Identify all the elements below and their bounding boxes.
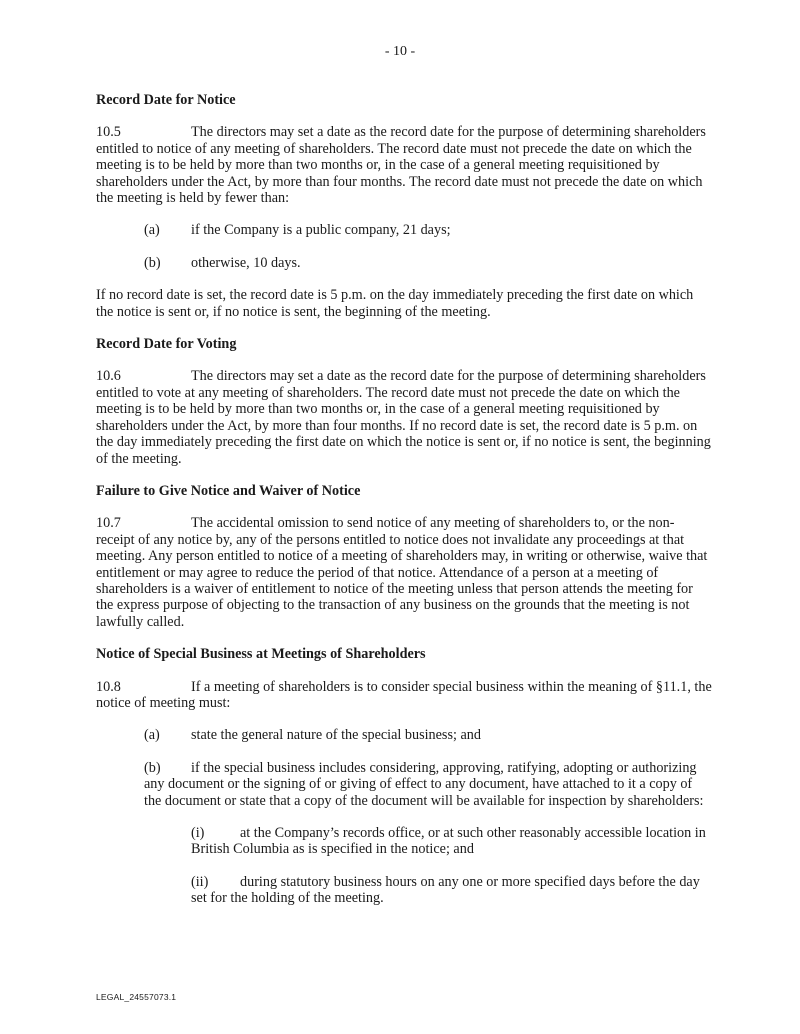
clause-10-7 [96, 515, 712, 630]
sub-item-i [191, 825, 712, 858]
page-number: - 10 - [384, 44, 416, 59]
item-text: if the Company is a public company, 21 days; [191, 222, 451, 239]
clause-number: 10.7 [96, 515, 121, 532]
list-item-a [96, 222, 712, 238]
item-text: otherwise, 10 days. [191, 254, 301, 271]
list-item-b [96, 255, 712, 271]
heading-failure-to-give-notice: Failure to Give Notice and Waiver of Notice [96, 482, 361, 499]
document-footer-id: LEGAL_24557073.1 [96, 992, 177, 1002]
sub-item-label: (ii) [191, 873, 209, 890]
heading-record-date-voting: Record Date for Voting [96, 336, 237, 353]
clause-number: 10.5 [96, 124, 121, 141]
sub-item-text: during statutory business hours on any one or more specified days before the day set for the holding of the meeting. [191, 873, 700, 907]
clause-text: The accidental omission to send notice of any meeting of shareholders to, or the non-receipt of any notice by, any of the persons entitled to notice does not invalidate any proceedings at that meeting. Any person entitled to notice of a meeting of shareholders may, in writing or otherwise, waive that entitlement or may agree to reduce the period of that notice. Attendance of a person at a meeting of shareholders is a waiver of entitlement to notice of the meeting unless that person attends the meeting for the express purpose of objecting to the transaction of any business on the grounds that the meeting is not lawfully called. [96, 515, 708, 630]
clause-10-5 [96, 124, 712, 206]
clause-10-8 [96, 679, 712, 712]
clause-number: 10.6 [96, 368, 121, 385]
sub-item-text: at the Company’s records office, or at such other reasonably accessible location in British Columbia as is specified in the notice; and [191, 825, 706, 858]
clause-10-5-continuation: If no record date is set, the record date is 5 p.m. on the day immediately preceding the first date on which the notice is sent or, if no notice is sent, the beginning of the meeting. [96, 287, 694, 320]
list-item-b [144, 760, 712, 809]
heading-notice-special-business: Notice of Special Business at Meetings of Shareholders [96, 646, 426, 663]
item-label: (a) [144, 727, 160, 744]
clause-10-6 [96, 368, 712, 466]
sub-item-ii [191, 874, 712, 907]
item-label: (a) [144, 222, 160, 239]
item-label: (b) [144, 254, 161, 271]
item-text: if the special business includes considering, approving, ratifying, adopting or authorizing any document or the signing of or giving of effect to any document, have attached to it a copy of the document or state that a copy of the document will be available for inspection by shareholders: [144, 759, 704, 809]
heading-record-date-notice: Record Date for Notice [96, 92, 236, 108]
list-item-a [96, 727, 712, 743]
clause-text: The directors may set a date as the record date for the purpose of determining shareholders entitled to notice of any meeting of shareholders. The record date must not precede the date on which the meeting is to be held by more than two months or, in the case of a general meeting requisitioned by shareholders under the Act, by more than four months. The record date must not precede the date on which the meeting is held by fewer than: [96, 124, 706, 207]
clause-text: If a meeting of shareholders is to consider special business within the meaning of §11.1, the notice of meeting must: [96, 678, 712, 711]
item-label: (b) [144, 759, 161, 776]
item-text: state the general nature of the special business; and [191, 727, 481, 744]
page-content [96, 92, 712, 923]
clause-number: 10.8 [96, 678, 121, 695]
sub-item-label: (i) [191, 825, 205, 841]
clause-text: The directors may set a date as the record date for the purpose of determining shareholders entitled to vote at any meeting of shareholders. The record date must not precede the date on which the meeting is to be held by more than two months or, in the case of a general meeting requisitioned by shareholders under the Act, by more than four months. If no record date is set, the record date is 5 p.m. on the day immediately preceding the first date on which the notice is sent or, if no notice is sent, the beginning of the meeting. [96, 368, 711, 467]
